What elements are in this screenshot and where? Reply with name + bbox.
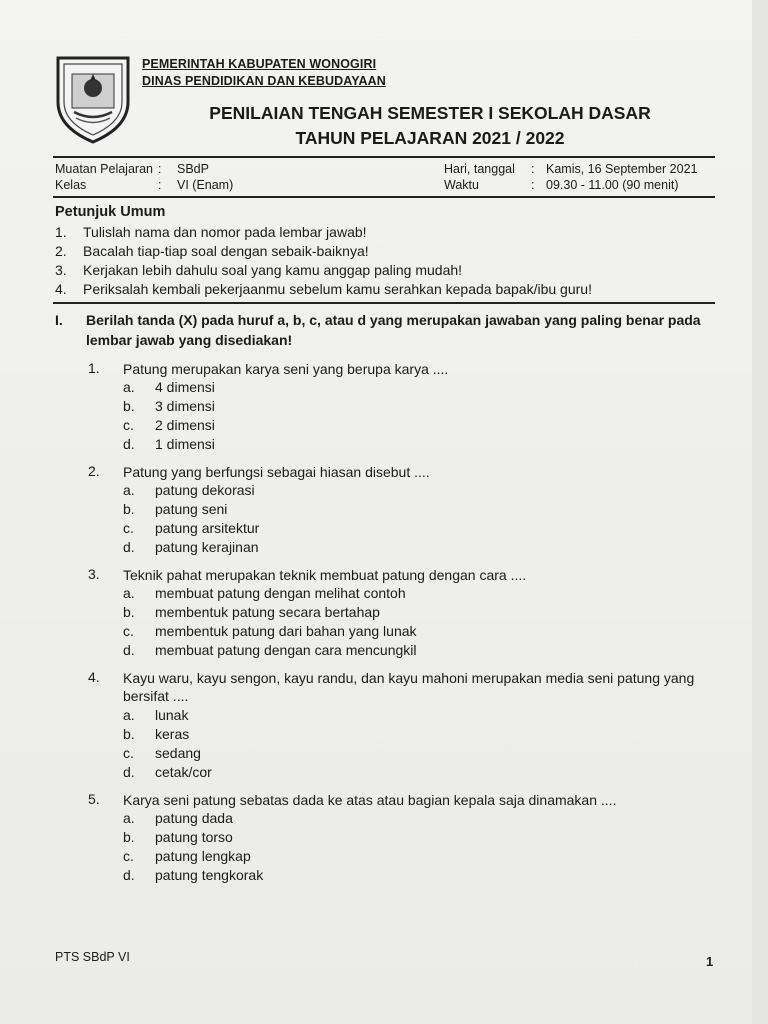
option: b. patung torso [123,829,233,845]
header-divider-bottom [53,196,715,198]
option: d. membuat patung dengan cara mencungkil [123,642,417,658]
option: c. 2 dimensi [123,417,215,433]
option: a. lunak [123,707,189,723]
time-label: Waktu [444,178,479,192]
footer-code: PTS SBdP VI [55,950,130,964]
section-instruction: Berilah tanda (X) pada huruf a, b, c, atau d yang merupakan jawaban yang paling benar pada lembar jawab yang disediakan! [86,312,701,348]
option: d. cetak/cor [123,764,212,780]
option: b. membentuk patung secara bertahap [123,604,380,620]
subject-colon: : [158,162,162,176]
option: a. patung dada [123,810,233,826]
time-value: 09.30 - 11.00 (90 menit) [546,178,679,192]
instruction-item: 4. Periksalah kembali pekerjaanmu sebelum kamu serahkan kepada bapak/ibu guru! [55,281,592,297]
exam-year: TAHUN PELAJARAN 2021 / 2022 [295,128,565,148]
wonogiri-regency-emblem-icon [54,54,132,144]
subject-value: SBdP [177,162,209,176]
option: d. 1 dimensi [123,436,215,452]
option: a. 4 dimensi [123,379,215,395]
option: b. keras [123,726,190,742]
section-number: I. [55,312,63,328]
page-edge [752,0,768,1024]
institution-line-1: PEMERINTAH KABUPATEN WONOGIRI [142,57,377,71]
option: a. patung dekorasi [123,482,255,498]
instruction-item: 2. Bacalah tiap-tiap soal dengan sebaik-baiknya! [55,243,369,259]
option: a. membuat patung dengan melihat contoh [123,585,406,601]
class-value: VI (Enam) [177,178,234,192]
option: d. patung tengkorak [123,867,264,883]
page-number: 1 [706,954,714,969]
subject-label: Muatan Pelajaran [55,162,153,176]
instruction-item: 3. Kerjakan lebih dahulu soal yang kamu anggap paling mudah! [55,262,463,278]
instructions-heading: Petunjuk Umum [55,204,166,220]
institution-line-2: DINAS PENDIDIKAN DAN KEBUDAYAAN [142,74,386,88]
date-label: Hari, tanggal [444,162,515,176]
class-label: Kelas [55,178,87,192]
option: c. patung arsitektur [123,520,260,536]
option: c. membentuk patung dari bahan yang lunak [123,623,417,639]
header-divider-top [53,156,715,158]
option: c. patung lengkap [123,848,251,864]
time-colon: : [531,178,535,192]
option: b. patung seni [123,501,228,517]
option: b. 3 dimensi [123,398,215,414]
class-colon: : [158,178,162,192]
instruction-item: 1. Tulislah nama dan nomor pada lembar jawab! [55,224,367,240]
instructions-divider [53,302,715,304]
date-colon: : [531,162,535,176]
exam-title: PENILAIAN TENGAH SEMESTER I SEKOLAH DASAR [209,103,651,123]
date-value: Kamis, 16 September 2021 [546,162,698,176]
option: d. patung kerajinan [123,539,259,555]
option: c. sedang [123,745,201,761]
